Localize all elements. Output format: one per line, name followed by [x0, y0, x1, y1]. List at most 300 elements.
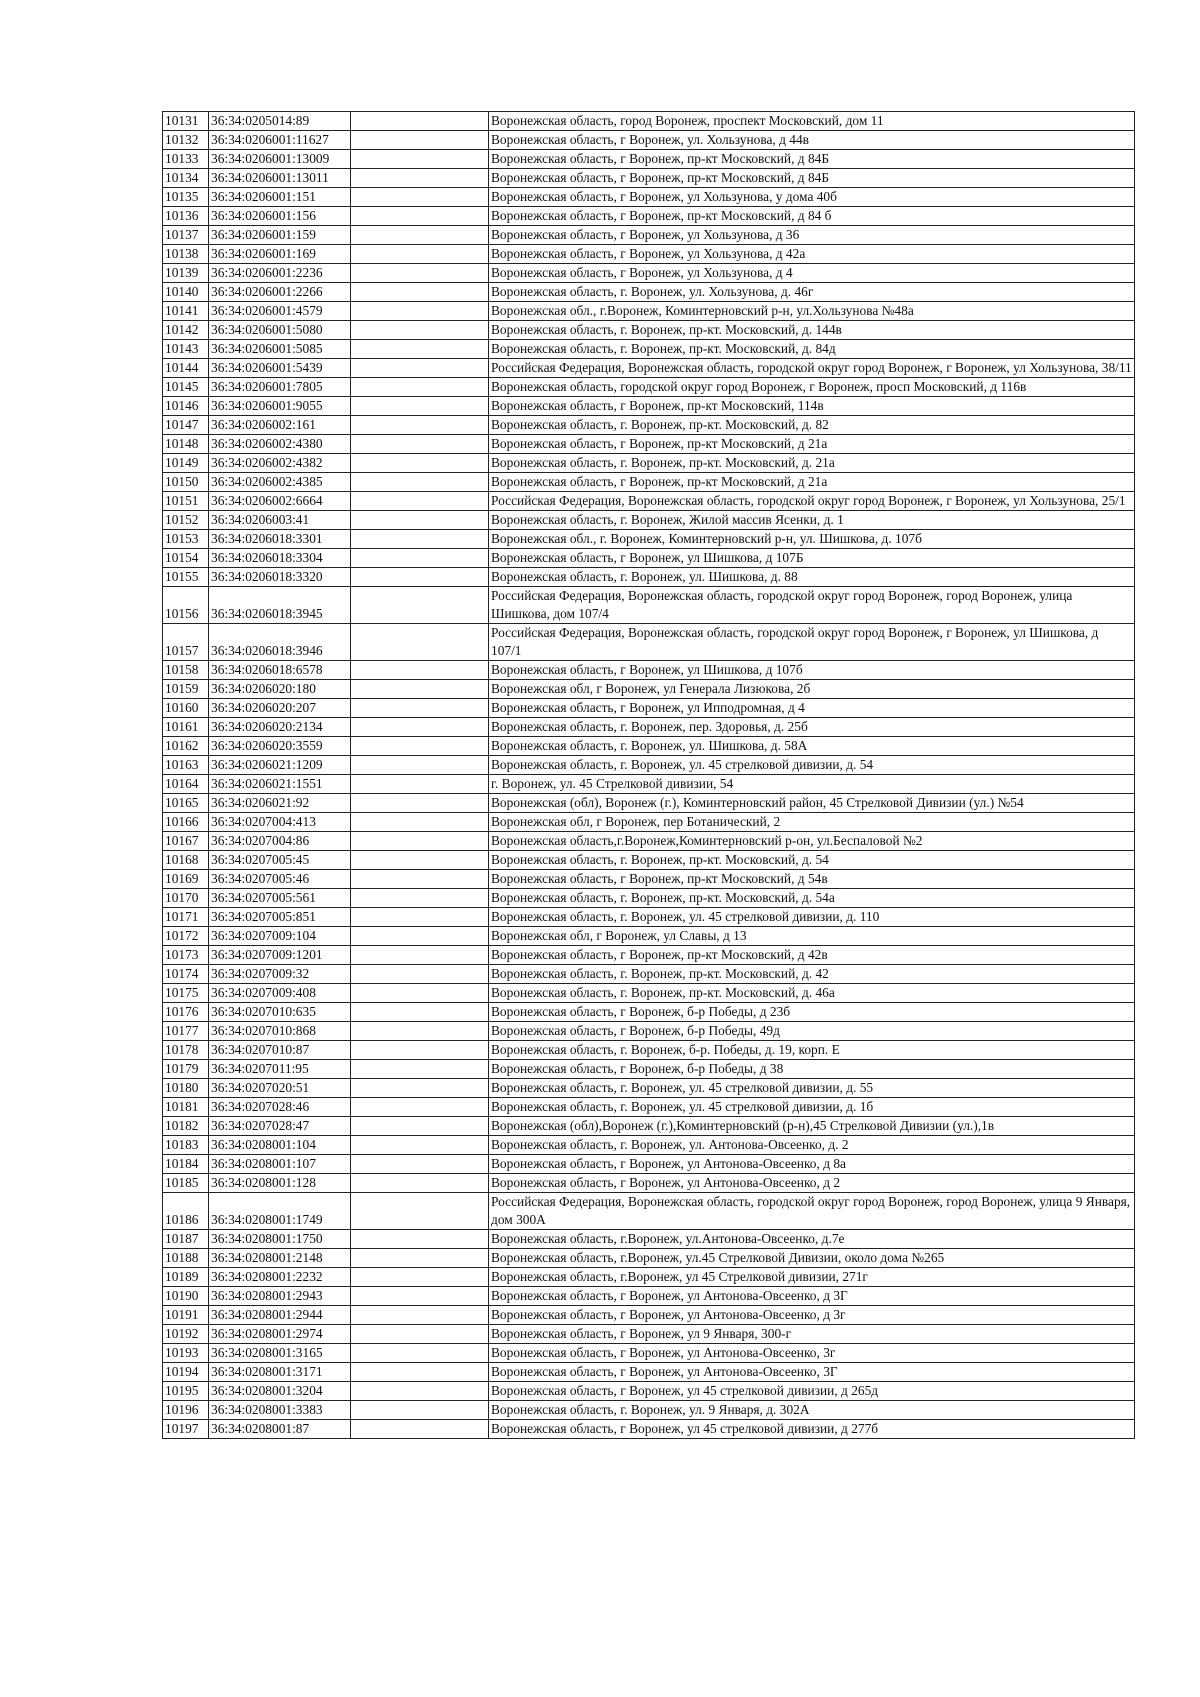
row-number-cell: 10143	[163, 340, 209, 359]
cadastral-number-cell: 36:34:0207005:561	[209, 889, 351, 908]
table-row	[163, 1079, 1135, 1098]
row-number-cell: 10171	[163, 908, 209, 927]
row-number-cell: 10170	[163, 889, 209, 908]
cadastral-number-cell: 36:34:0206001:7805	[209, 378, 351, 397]
address-cell: Воронежская обл., г.Воронеж, Коминтерновский р-н, ул.Хользунова №48а	[489, 302, 1135, 321]
table-row	[163, 624, 1135, 661]
cadastral-number-cell: 36:34:0207009:104	[209, 927, 351, 946]
table-row	[163, 302, 1135, 321]
address-cell: Воронежская область, г. Воронеж, пр-кт. Московский, д. 42	[489, 965, 1135, 984]
address-cell: Воронежская область, г.Воронеж, ул 45 Стрелковой дивизии, 271г	[489, 1268, 1135, 1287]
table-row	[163, 1363, 1135, 1382]
table-row	[163, 378, 1135, 397]
row-number-cell: 10177	[163, 1022, 209, 1041]
table-row	[163, 169, 1135, 188]
table-row	[163, 1003, 1135, 1022]
cadastral-number-cell: 36:34:0206021:92	[209, 794, 351, 813]
address-cell: Воронежская область, г. Воронеж, пр-кт. Московский, д. 46а	[489, 984, 1135, 1003]
cadastral-number-cell: 36:34:0206002:6664	[209, 492, 351, 511]
row-number-cell: 10181	[163, 1098, 209, 1117]
cadastral-number-cell: 36:34:0206001:13009	[209, 150, 351, 169]
row-number-cell: 10159	[163, 680, 209, 699]
row-number-cell: 10196	[163, 1401, 209, 1420]
address-cell: Воронежская область, г. Воронеж, ул. Хользунова, д. 46г	[489, 283, 1135, 302]
table-row	[163, 416, 1135, 435]
cadastral-number-cell: 36:34:0206018:3301	[209, 530, 351, 549]
cadastral-number-cell: 36:34:0206020:3559	[209, 737, 351, 756]
empty-cell	[351, 169, 489, 188]
cadastral-number-cell: 36:34:0208001:1749	[209, 1193, 351, 1230]
table-row	[163, 1022, 1135, 1041]
cadastral-number-cell: 36:34:0206001:5439	[209, 359, 351, 378]
cadastral-number-cell: 36:34:0206001:13011	[209, 169, 351, 188]
table-row	[163, 511, 1135, 530]
empty-cell	[351, 965, 489, 984]
row-number-cell: 10161	[163, 718, 209, 737]
cadastral-number-cell: 36:34:0206001:5080	[209, 321, 351, 340]
address-cell: Воронежская область, г Воронеж, ул. Хользунова, д 44в	[489, 131, 1135, 150]
row-number-cell: 10166	[163, 813, 209, 832]
row-number-cell: 10141	[163, 302, 209, 321]
table-row	[163, 1155, 1135, 1174]
table-row	[163, 1344, 1135, 1363]
empty-cell	[351, 1344, 489, 1363]
address-cell: Российская Федерация, Воронежская область, городской округ город Воронеж, г Воронеж, ул Хользунова, 25/1	[489, 492, 1135, 511]
row-number-cell: 10165	[163, 794, 209, 813]
cadastral-number-cell: 36:34:0206018:3320	[209, 568, 351, 587]
cadastral-number-cell: 36:34:0207005:46	[209, 870, 351, 889]
table-row	[163, 737, 1135, 756]
cadastral-number-cell: 36:34:0206018:3304	[209, 549, 351, 568]
address-cell: Воронежская область, г. Воронеж, ул. 45 стрелковой дивизии, д. 55	[489, 1079, 1135, 1098]
cadastral-number-cell: 36:34:0208001:2148	[209, 1249, 351, 1268]
address-cell: Воронежская область, г. Воронеж, пр-кт. Московский, д. 54а	[489, 889, 1135, 908]
address-cell: Воронежская обл, г Воронеж, ул Генерала Лизюкова, 2б	[489, 680, 1135, 699]
row-number-cell: 10140	[163, 283, 209, 302]
cadastral-number-cell: 36:34:0206021:1551	[209, 775, 351, 794]
table-row	[163, 587, 1135, 624]
row-number-cell: 10180	[163, 1079, 209, 1098]
cadastral-number-cell: 36:34:0206020:180	[209, 680, 351, 699]
empty-cell	[351, 1079, 489, 1098]
empty-cell	[351, 984, 489, 1003]
cadastral-number-cell: 36:34:0206001:169	[209, 245, 351, 264]
address-cell: Воронежская область, городской округ город Воронеж, г Воронеж, просп Московский, д 116в	[489, 378, 1135, 397]
address-cell: Воронежская область, г Воронеж, пр-кт Московский, д 84Б	[489, 150, 1135, 169]
table-row	[163, 756, 1135, 775]
row-number-cell: 10150	[163, 473, 209, 492]
address-cell: Воронежская область, г Воронеж, б-р Победы, д 38	[489, 1060, 1135, 1079]
row-number-cell: 10134	[163, 169, 209, 188]
row-number-cell: 10174	[163, 965, 209, 984]
row-number-cell: 10189	[163, 1268, 209, 1287]
cadastral-number-cell: 36:34:0208001:2974	[209, 1325, 351, 1344]
cadastral-number-cell: 36:34:0207009:1201	[209, 946, 351, 965]
table-row	[163, 568, 1135, 587]
cadastral-number-cell: 36:34:0206002:4382	[209, 454, 351, 473]
empty-cell	[351, 813, 489, 832]
table-row	[163, 927, 1135, 946]
address-cell: Воронежская область, г Воронеж, б-р Победы, д 23б	[489, 1003, 1135, 1022]
row-number-cell: 10194	[163, 1363, 209, 1382]
row-number-cell: 10147	[163, 416, 209, 435]
table-row	[163, 1041, 1135, 1060]
table-row	[163, 775, 1135, 794]
row-number-cell: 10193	[163, 1344, 209, 1363]
table-body	[163, 112, 1135, 1439]
cadastral-number-cell: 36:34:0207028:46	[209, 1098, 351, 1117]
table-row	[163, 1382, 1135, 1401]
table-row	[163, 851, 1135, 870]
address-cell: Воронежская область, г Воронеж, ул 9 Января, 300-г	[489, 1325, 1135, 1344]
empty-cell	[351, 188, 489, 207]
row-number-cell: 10164	[163, 775, 209, 794]
empty-cell	[351, 454, 489, 473]
empty-cell	[351, 1003, 489, 1022]
row-number-cell: 10153	[163, 530, 209, 549]
address-cell: Воронежская область, г. Воронеж, Жилой массив Ясенки, д. 1	[489, 511, 1135, 530]
table-row	[163, 1060, 1135, 1079]
cadastral-number-cell: 36:34:0206018:3946	[209, 624, 351, 661]
row-number-cell: 10151	[163, 492, 209, 511]
address-cell: Воронежская область, г Воронеж, ул Шишкова, д 107б	[489, 661, 1135, 680]
empty-cell	[351, 302, 489, 321]
address-cell: Воронежская область, г Воронеж, ул 45 стрелковой дивизии, д 265д	[489, 1382, 1135, 1401]
table-row	[163, 1420, 1135, 1439]
table-row	[163, 549, 1135, 568]
table-row	[163, 283, 1135, 302]
table-row	[163, 530, 1135, 549]
address-cell: Воронежская область, г. Воронеж, пер. Здоровья, д. 25б	[489, 718, 1135, 737]
row-number-cell: 10132	[163, 131, 209, 150]
cadastral-number-cell: 36:34:0206002:4385	[209, 473, 351, 492]
empty-cell	[351, 718, 489, 737]
empty-cell	[351, 1382, 489, 1401]
cadastral-number-cell: 36:34:0205014:89	[209, 112, 351, 131]
address-cell: Воронежская область, г. Воронеж, пр-кт. Московский, д. 21а	[489, 454, 1135, 473]
table-row	[163, 813, 1135, 832]
empty-cell	[351, 511, 489, 530]
row-number-cell: 10144	[163, 359, 209, 378]
cadastral-number-cell: 36:34:0208001:128	[209, 1174, 351, 1193]
cadastral-number-cell: 36:34:0208001:3165	[209, 1344, 351, 1363]
empty-cell	[351, 1230, 489, 1249]
empty-cell	[351, 435, 489, 454]
row-number-cell: 10133	[163, 150, 209, 169]
table-row	[163, 1193, 1135, 1230]
empty-cell	[351, 207, 489, 226]
cadastral-number-cell: 36:34:0206002:4380	[209, 435, 351, 454]
empty-cell	[351, 1060, 489, 1079]
table-row	[163, 1098, 1135, 1117]
cadastral-number-cell: 36:34:0208001:2943	[209, 1287, 351, 1306]
cadastral-number-cell: 36:34:0208001:107	[209, 1155, 351, 1174]
cadastral-number-cell: 36:34:0208001:104	[209, 1136, 351, 1155]
address-cell: г. Воронеж, ул. 45 Стрелковой дивизии, 54	[489, 775, 1135, 794]
table-row	[163, 454, 1135, 473]
empty-cell	[351, 150, 489, 169]
address-cell: Воронежская область, г. Воронеж, пр-кт. Московский, д. 82	[489, 416, 1135, 435]
address-cell: Воронежская обл, г Воронеж, ул Славы, д 13	[489, 927, 1135, 946]
cadastral-number-cell: 36:34:0207028:47	[209, 1117, 351, 1136]
cadastral-number-cell: 36:34:0208001:3204	[209, 1382, 351, 1401]
address-cell: Воронежская область, г Воронеж, пр-кт Московский, д 84 б	[489, 207, 1135, 226]
row-number-cell: 10191	[163, 1306, 209, 1325]
address-cell: Воронежская область, г Воронеж, ул Антонова-Овсеенко, д 3г	[489, 1306, 1135, 1325]
table-row	[163, 794, 1135, 813]
empty-cell	[351, 1325, 489, 1344]
row-number-cell: 10142	[163, 321, 209, 340]
cadastral-number-cell: 36:34:0206020:207	[209, 699, 351, 718]
empty-cell	[351, 680, 489, 699]
empty-cell	[351, 587, 489, 624]
row-number-cell: 10136	[163, 207, 209, 226]
cadastral-number-cell: 36:34:0206001:5085	[209, 340, 351, 359]
table-row	[163, 226, 1135, 245]
address-cell: Воронежская область, г. Воронеж, ул. Шишкова, д. 58А	[489, 737, 1135, 756]
row-number-cell: 10197	[163, 1420, 209, 1439]
address-cell: Воронежская (обл), Воронеж (г.), Коминтерновский район, 45 Стрелковой Дивизии (ул.) №54	[489, 794, 1135, 813]
row-number-cell: 10152	[163, 511, 209, 530]
empty-cell	[351, 624, 489, 661]
address-cell: Воронежская обл., г. Воронеж, Коминтерновский р-н, ул. Шишкова, д. 107б	[489, 530, 1135, 549]
empty-cell	[351, 851, 489, 870]
table-row	[163, 1287, 1135, 1306]
table-row	[163, 1230, 1135, 1249]
empty-cell	[351, 870, 489, 889]
address-cell: Воронежская область, г Воронеж, пр-кт Московский, д 42в	[489, 946, 1135, 965]
address-cell: Воронежская область, г. Воронеж, ул. 45 стрелковой дивизии, д. 1б	[489, 1098, 1135, 1117]
row-number-cell: 10156	[163, 587, 209, 624]
row-number-cell: 10179	[163, 1060, 209, 1079]
table-row	[163, 984, 1135, 1003]
table-row	[163, 699, 1135, 718]
empty-cell	[351, 1287, 489, 1306]
empty-cell	[351, 927, 489, 946]
address-cell: Воронежская область, г Воронеж, ул Хользунова, д 42а	[489, 245, 1135, 264]
address-cell: Воронежская область,г.Воронеж,Коминтерновский р-он, ул.Беспаловой №2	[489, 832, 1135, 851]
address-cell: Воронежская область, г Воронеж, ул Антонова-Овсеенко, д 8а	[489, 1155, 1135, 1174]
cadastral-number-cell: 36:34:0206001:11627	[209, 131, 351, 150]
address-cell: Российская Федерация, Воронежская область, городской округ город Воронеж, г Воронеж, ул Шишкова, д 107/1	[489, 624, 1135, 661]
empty-cell	[351, 1098, 489, 1117]
table-row	[163, 1306, 1135, 1325]
cadastral-number-cell: 36:34:0206001:9055	[209, 397, 351, 416]
empty-cell	[351, 340, 489, 359]
cadastral-number-cell: 36:34:0206001:2236	[209, 264, 351, 283]
table-row	[163, 1401, 1135, 1420]
empty-cell	[351, 1193, 489, 1230]
table-row	[163, 359, 1135, 378]
table-row	[163, 397, 1135, 416]
cadastral-number-cell: 36:34:0206018:6578	[209, 661, 351, 680]
row-number-cell: 10139	[163, 264, 209, 283]
cadastral-number-cell: 36:34:0206021:1209	[209, 756, 351, 775]
row-number-cell: 10163	[163, 756, 209, 775]
row-number-cell: 10190	[163, 1287, 209, 1306]
row-number-cell: 10188	[163, 1249, 209, 1268]
address-cell: Воронежская область, г. Воронеж, ул. 45 стрелковой дивизии, д. 110	[489, 908, 1135, 927]
address-cell: Воронежская область, г Воронеж, ул Антонова-Овсеенко, д 3Г	[489, 1287, 1135, 1306]
address-cell: Воронежская область, г.Воронеж, ул.Антонова-Овсеенко, д.7е	[489, 1230, 1135, 1249]
cadastral-number-cell: 36:34:0206018:3945	[209, 587, 351, 624]
cadastral-number-cell: 36:34:0208001:2944	[209, 1306, 351, 1325]
address-cell: Воронежская область, г Воронеж, ул Хользунова, у дома 40б	[489, 188, 1135, 207]
table-row	[163, 718, 1135, 737]
table-row	[163, 492, 1135, 511]
empty-cell	[351, 283, 489, 302]
address-cell: Воронежская область, город Воронеж, проспект Московский, дом 11	[489, 112, 1135, 131]
cadastral-number-cell: 36:34:0206020:2134	[209, 718, 351, 737]
address-cell: Воронежская область, г Воронеж, ул Ипподромная, д 4	[489, 699, 1135, 718]
row-number-cell: 10173	[163, 946, 209, 965]
table-row	[163, 965, 1135, 984]
address-cell: Воронежская область, г Воронеж, б-р Победы, 49д	[489, 1022, 1135, 1041]
empty-cell	[351, 321, 489, 340]
cadastral-number-cell: 36:34:0208001:2232	[209, 1268, 351, 1287]
address-cell: Воронежская область, г. Воронеж, б-р. Победы, д. 19, корп. Е	[489, 1041, 1135, 1060]
empty-cell	[351, 378, 489, 397]
table-row	[163, 661, 1135, 680]
table-row	[163, 435, 1135, 454]
cadastral-number-cell: 36:34:0206001:159	[209, 226, 351, 245]
cadastral-number-cell: 36:34:0207010:868	[209, 1022, 351, 1041]
empty-cell	[351, 946, 489, 965]
address-cell: Воронежская (обл),Воронеж (г.),Коминтерновский (р-н),45 Стрелковой Дивизии (ул.),1в	[489, 1117, 1135, 1136]
empty-cell	[351, 264, 489, 283]
cadastral-number-cell: 36:34:0207020:51	[209, 1079, 351, 1098]
empty-cell	[351, 1041, 489, 1060]
address-cell: Воронежская область, г Воронеж, ул Шишкова, д 107Б	[489, 549, 1135, 568]
row-number-cell: 10137	[163, 226, 209, 245]
address-cell: Воронежская область, г Воронеж, ул 45 стрелковой дивизии, д 277б	[489, 1420, 1135, 1439]
empty-cell	[351, 359, 489, 378]
cadastral-number-cell: 36:34:0208001:87	[209, 1420, 351, 1439]
empty-cell	[351, 245, 489, 264]
table-row	[163, 1174, 1135, 1193]
empty-cell	[351, 530, 489, 549]
empty-cell	[351, 1022, 489, 1041]
row-number-cell: 10157	[163, 624, 209, 661]
empty-cell	[351, 492, 489, 511]
empty-cell	[351, 832, 489, 851]
table-row	[163, 245, 1135, 264]
row-number-cell: 10146	[163, 397, 209, 416]
address-cell: Воронежская область, г. Воронеж, пр-кт. Московский, д. 54	[489, 851, 1135, 870]
address-cell: Воронежская область, г Воронеж, ул Антонова-Овсеенко, 3г	[489, 1344, 1135, 1363]
empty-cell	[351, 1136, 489, 1155]
table-row	[163, 1249, 1135, 1268]
address-cell: Воронежская область, г. Воронеж, пр-кт. Московский, д. 144в	[489, 321, 1135, 340]
row-number-cell: 10138	[163, 245, 209, 264]
address-cell: Воронежская область, г Воронеж, ул Хользунова, д 36	[489, 226, 1135, 245]
table-row	[163, 321, 1135, 340]
cadastral-number-cell: 36:34:0207005:851	[209, 908, 351, 927]
table-row	[163, 131, 1135, 150]
table-row	[163, 1268, 1135, 1287]
address-cell: Воронежская область, г. Воронеж, ул. 9 Января, д. 302А	[489, 1401, 1135, 1420]
address-cell: Воронежская область, г Воронеж, ул Хользунова, д 4	[489, 264, 1135, 283]
empty-cell	[351, 908, 489, 927]
empty-cell	[351, 1174, 489, 1193]
row-number-cell: 10169	[163, 870, 209, 889]
address-cell: Воронежская область, г. Воронеж, ул. Шишкова, д. 88	[489, 568, 1135, 587]
table-row	[163, 870, 1135, 889]
empty-cell	[351, 775, 489, 794]
table-row	[163, 473, 1135, 492]
row-number-cell: 10176	[163, 1003, 209, 1022]
address-cell: Воронежская область, г Воронеж, пр-кт Московский, 114в	[489, 397, 1135, 416]
empty-cell	[351, 1363, 489, 1382]
empty-cell	[351, 226, 489, 245]
table-row	[163, 264, 1135, 283]
row-number-cell: 10167	[163, 832, 209, 851]
address-cell: Воронежская область, г. Воронеж, ул. 45 стрелковой дивизии, д. 54	[489, 756, 1135, 775]
cadastral-number-cell: 36:34:0208001:1750	[209, 1230, 351, 1249]
row-number-cell: 10183	[163, 1136, 209, 1155]
row-number-cell: 10135	[163, 188, 209, 207]
table-row	[163, 908, 1135, 927]
table-row	[163, 1325, 1135, 1344]
cadastral-number-cell: 36:34:0206001:4579	[209, 302, 351, 321]
row-number-cell: 10160	[163, 699, 209, 718]
table-row	[163, 112, 1135, 131]
row-number-cell: 10131	[163, 112, 209, 131]
cadastral-number-cell: 36:34:0207005:45	[209, 851, 351, 870]
empty-cell	[351, 794, 489, 813]
cadastral-number-cell: 36:34:0206001:156	[209, 207, 351, 226]
empty-cell	[351, 1155, 489, 1174]
empty-cell	[351, 1420, 489, 1439]
table-row	[163, 1136, 1135, 1155]
table-row	[163, 207, 1135, 226]
cadastral-number-cell: 36:34:0206002:161	[209, 416, 351, 435]
empty-cell	[351, 1401, 489, 1420]
row-number-cell: 10178	[163, 1041, 209, 1060]
cadastral-table	[162, 111, 1135, 1439]
row-number-cell: 10187	[163, 1230, 209, 1249]
empty-cell	[351, 397, 489, 416]
cadastral-number-cell: 36:34:0207009:408	[209, 984, 351, 1003]
row-number-cell: 10158	[163, 661, 209, 680]
empty-cell	[351, 889, 489, 908]
row-number-cell: 10182	[163, 1117, 209, 1136]
cadastral-number-cell: 36:34:0206001:151	[209, 188, 351, 207]
empty-cell	[351, 756, 489, 775]
cadastral-number-cell: 36:34:0207004:86	[209, 832, 351, 851]
address-cell: Российская Федерация, Воронежская область, городской округ город Воронеж, город Воронеж, улица 9 Января, дом 300А	[489, 1193, 1135, 1230]
address-cell: Российская Федерация, Воронежская область, городской округ город Воронеж, г Воронеж, ул Хользунова, 38/11	[489, 359, 1135, 378]
row-number-cell: 10186	[163, 1193, 209, 1230]
empty-cell	[351, 1117, 489, 1136]
table-row	[163, 680, 1135, 699]
empty-cell	[351, 416, 489, 435]
address-cell: Воронежская область, г Воронеж, ул Антонова-Овсеенко, д 2	[489, 1174, 1135, 1193]
row-number-cell: 10184	[163, 1155, 209, 1174]
address-cell: Воронежская область, г Воронеж, ул Антонова-Овсеенко, 3Г	[489, 1363, 1135, 1382]
row-number-cell: 10175	[163, 984, 209, 1003]
row-number-cell: 10148	[163, 435, 209, 454]
empty-cell	[351, 568, 489, 587]
empty-cell	[351, 1306, 489, 1325]
address-cell: Воронежская область, г Воронеж, пр-кт Московский, д 54в	[489, 870, 1135, 889]
cadastral-number-cell: 36:34:0207004:413	[209, 813, 351, 832]
row-number-cell: 10172	[163, 927, 209, 946]
empty-cell	[351, 661, 489, 680]
empty-cell	[351, 549, 489, 568]
row-number-cell: 10154	[163, 549, 209, 568]
row-number-cell: 10195	[163, 1382, 209, 1401]
